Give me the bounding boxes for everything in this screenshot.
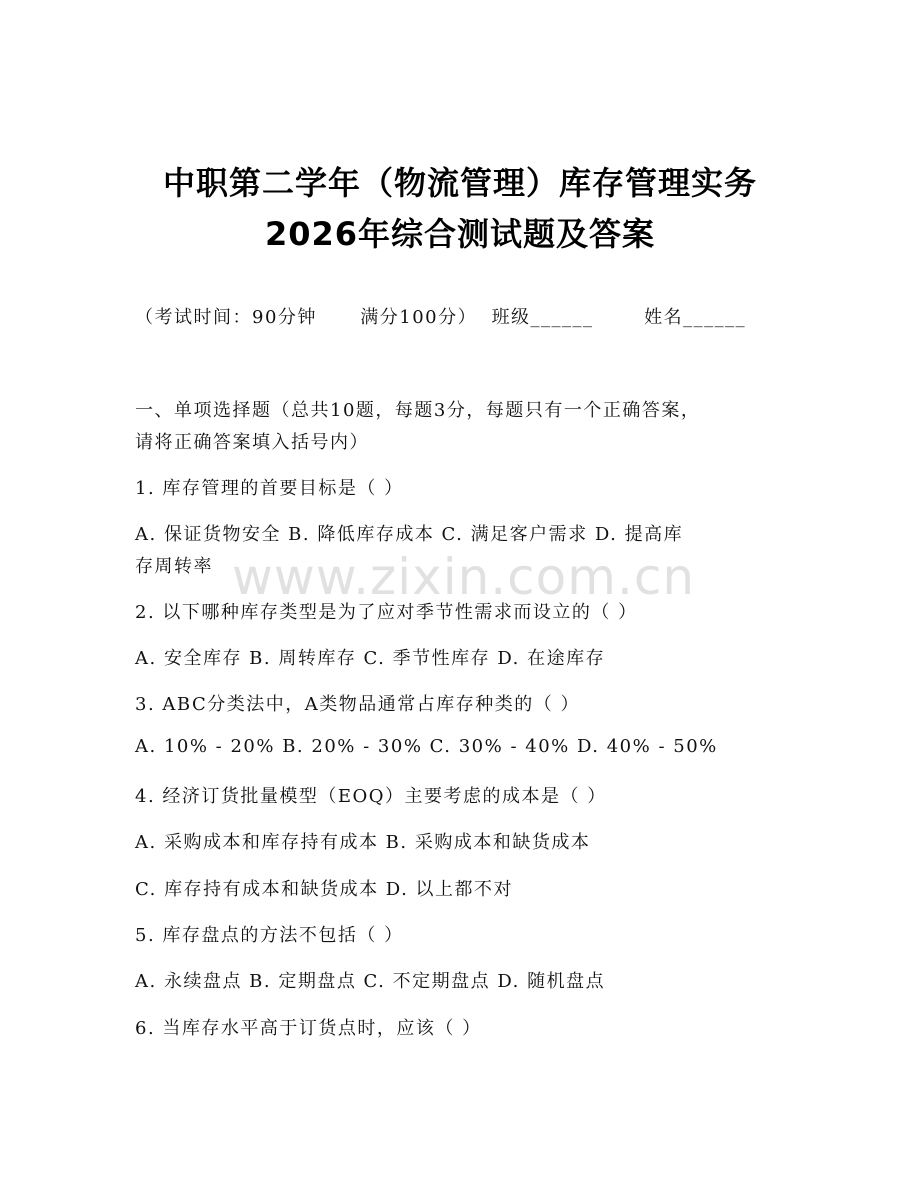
document-title-line-2: 2026年综合测试题及答案 [264, 215, 656, 253]
question-6: 6. 当库存水平高于订货点时，应该（ ） [135, 1018, 482, 1039]
question-1-options: A. 保证货物安全 B. 降低库存成本 C. 满足客户需求 D. 提高库 [135, 524, 684, 545]
question-4-options-2: C. 库存持有成本和缺货成本 D. 以上都不对 [135, 879, 514, 900]
exam-time: （考试时间：90分钟 [135, 307, 317, 328]
section-heading-line-2: 请将正确答案填入括号内） [135, 432, 369, 453]
question-5-options: A. 永续盘点 B. 定期盘点 C. 不定期盘点 D. 随机盘点 [135, 971, 606, 992]
question-5: 5. 库存盘点的方法不包括（ ） [135, 925, 404, 946]
document-title-line-1: 中职第二学年（物流管理）库存管理实务 [162, 164, 757, 202]
question-2: 2. 以下哪种库存类型是为了应对季节性需求而设立的（ ） [135, 602, 638, 623]
question-2-options: A. 安全库存 B. 周转库存 C. 季节性库存 D. 在途库存 [135, 648, 606, 669]
question-1: 1. 库存管理的首要目标是（ ） [135, 478, 404, 499]
exam-score: 满分100分） [360, 307, 478, 328]
class-field: 班级______ [491, 307, 594, 328]
watermark: www.zixin.com.cn [232, 548, 696, 606]
exam-info [135, 303, 746, 329]
question-4-options-1: A. 采购成本和库存持有成本 B. 采购成本和缺货成本 [135, 832, 591, 853]
question-3: 3. ABC分类法中，A类物品通常占库存种类的（ ） [135, 694, 580, 715]
question-4: 4. 经济订货批量模型（EOQ）主要考虑的成本是（ ） [135, 786, 607, 807]
question-3-options: A. 10% - 20% B. 20% - 30% C. 30% - 40% D. 40% - 50% [135, 736, 718, 757]
section-heading-line-1: 一、单项选择题（总共10题，每题3分，每题只有一个正确答案， [135, 400, 701, 421]
name-field: 姓名______ [644, 307, 747, 328]
question-1-options-cont: 存周转率 [135, 556, 213, 577]
